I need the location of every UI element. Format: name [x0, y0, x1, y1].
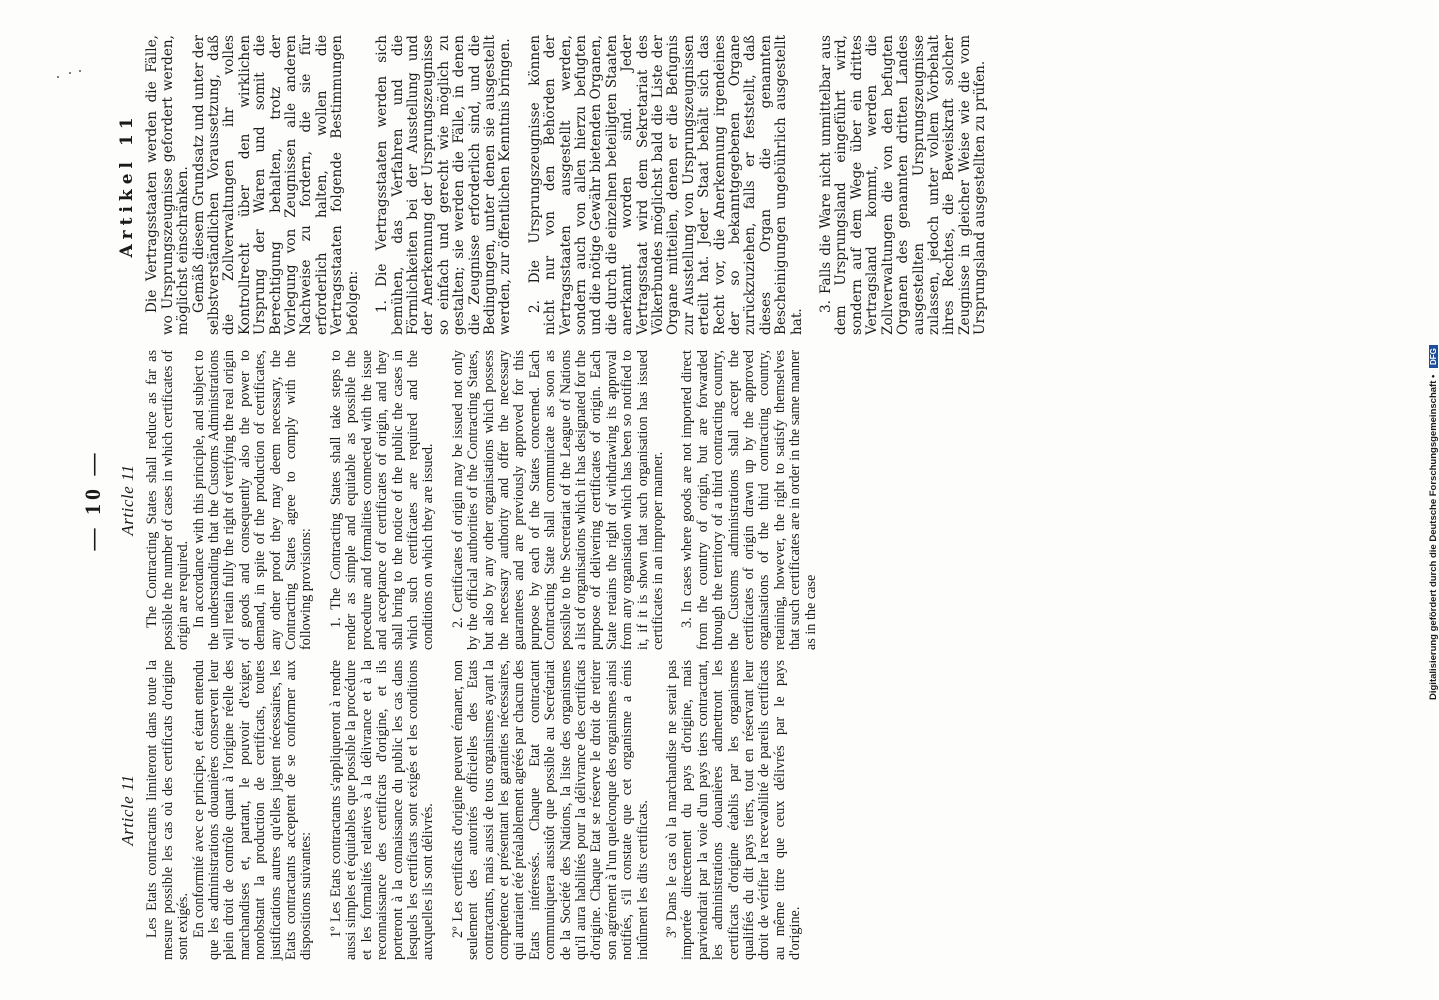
english-paragraph: The Contracting States shall reduce as far as possible the number of cases in which certificates of origin are required.: [144, 350, 192, 650]
german-paragraph: Gemäß diesem Grundsatz und unter der selbstverständlichen Voraussetzung, daß die Zollverwaltungen ihr volles Kontrollrecht über den wirklichen Ursprung der Waren und somit die Berechtigung behalten, trotz der Vorlegung von Zeugnissen alle anderen Nachweise zu fordern, die sie für erforderlich halten, wollen die Vertragsstaaten folgende Bestimmungen befolgen:: [190, 35, 361, 335]
page-number: — 10 —: [80, 449, 105, 551]
dfg-logo: DFG: [1429, 345, 1438, 368]
german-paragraph: 1. Die Vertragsstaaten werden sich bemühen, das Verfahren und die Förmlichkeiten bei der Ausstellung und der Anerkennung der Ursprungszeugnisse so einfach und gerecht wie möglich zu gestalten; sie werden die Fälle, in denen die Zeugnisse erforderlich sind, und die Bedingungen, unter denen sie ausgestellt werden, zur öffentlichen Kenntnis bringen.: [374, 35, 514, 335]
watermark-text-line: [1428, 10, 1439, 700]
english-paragraph: 3. In cases where goods are not imported direct from the country of origin, but are forwarded through the territory of a third contracting country, the Customs administrations shall accept the certificates of origin drawn up by the approved organisations of the third contracting country, retaining, however, the right to satisfy themselves that such certificates are in order in the same manner as in the case: [679, 350, 819, 650]
speck: [57, 76, 59, 78]
english-column: [120, 350, 819, 650]
french-paragraph: En conformité avec ce principe, et étant entendu que les administrations douanières conservent leur plein droit de contrôle quant à l'origine réelle des marchandises et, partant, le pouvoir d'exiger, nonobstant la production de certificats, toutes justifications autres qu'elles jugent nécessaires, les Etats contractants acceptent de se conformer aux dispositions suivantes:: [190, 660, 315, 960]
english-paragraph: 2. Certificates of origin may be issued not only by the official authorities of the Contracting States, but also by any other organisations which possess the necessary authority and offer the necessary guarantees and are previously approved for this purpose by each of the States concerned. Each Contracting State shall communicate as soon as possible to the Secretariat of the League of Nations a list of organisations which it has designated for the purpose of delivering certificates of origin. Each State retains the right of withdrawing its approval from any organisation which has been so notified to it, if it is shown that such organisation has issued certificates in an improper manner.: [449, 350, 666, 650]
french-column: [120, 660, 804, 960]
french-paragraph: 1º Les Etats contractants s'appliqueront à rendre aussi simples et équitables que possible la procédure et les formalités relatives à la délivrance et à la reconnaissance des certificats d'origine, et ils porteront à la connaissance du public les cas dans lesquels les certificats sont exigés et les conditions auxquelles ils sont délivrés.: [327, 660, 437, 960]
french-paragraph: 2º Les certificats d'origine peuvent émaner, non seulement des autorités officielles des Etats contractants, mais aussi de tous organismes ayant la compétence et présentant les garanties nécessaires, qui auraient été préalablement agréés par chacun des Etats intéressés. Chaque Etat contractant communiquera aussitôt que possible au Secrétariat de la Société des Nations, la liste des organismes qu'il aura habilités pour la délivrance des certificats d'origine. Chaque Etat se réserve le droit de retirer son agrément à l'un quelconque des organismes ainsi notifiés, s'il constate que cet organisme a émis indûment les dits certificats.: [449, 660, 651, 960]
german-paragraph: 3. Falls die Ware nicht unmittelbar aus dem Ursprungsland eingeführt wird, sondern auf dem Wege über ein drittes Vertragsland kommt, werden die Zollverwaltungen die von den befugten Organen des genannten dritten Landes ausgestellten Ursprungszeugnisse zulassen, jedoch unter vollem Vorbehalt ihres Rechtes, die Beweiskraft solcher Zeugnisse in gleicher Weise wie die vom Ursprungsland ausgestellten zu prüfen.: [818, 35, 989, 335]
french-article-heading: Article 11: [118, 774, 137, 846]
german-paragraph: Die Vertragsstaaten werden die Fälle, wo Ursprungszeugnisse gefordert werden, möglichst einschränken.: [144, 35, 192, 335]
speck: [69, 72, 71, 74]
english-paragraph: In accordance with this principle, and subject to the understanding that the Customs Administrations will retain fully the right of verifying the real origin of goods and consequently also the power to demand, in spite of the production of certificates, any other proof they may deem necessary, the Contracting States agree to comply with the following provisions:: [190, 350, 315, 650]
english-paragraph: 1. The Contracting States shall take steps to render as simple and equitable as possible the procedure and formalities connected with the issue and acceptance of certificates of origin, and they shall bring to the notice of the public the cases in which such certificates are required and the conditions on which they are issued.: [327, 350, 437, 650]
rotated-document-content: [80, 35, 1330, 960]
french-paragraph: Les Etats contractants limiteront dans toute la mesure possible les cas où des certificats d'origine sont exigés.: [144, 660, 192, 960]
watermark-text: Digitalisierung gefördert durch die Deutsche Forschungsgemeinschaft •: [1428, 374, 1439, 700]
english-article-heading: Article 11: [118, 464, 137, 536]
french-paragraph: 3º Dans le cas où la marchandise ne serait pas importée directement du pays d'origine, mais parviendrait par la voie d'un pays tiers contractant, les administrations douanières admettront les certificats d'origine établis par les organismes qualifiés du dit pays tiers, tout en réservant leur droit de vérifier la recevabilité de pareils certificats au même titre que ceux délivrés par le pays d'origine.: [664, 660, 804, 960]
dfg-watermark: [1414, 10, 1439, 700]
german-paragraph: 2. Die Ursprungszeugnisse können nicht nur von den Behörden der Vertragsstaaten ausgestellt werden, sondern auch von allen hierzu befugten und die nötige Gewähr bietenden Organen, die durch die einzelnen beteiligten Staaten anerkannt worden sind. Jeder Vertragsstaat wird dem Sekretariat des Völkerbundes möglichst bald die Liste der Organe mitteilen, denen er die Befugnis zur Ausstellung von Ursprungszeugnissen erteilt hat. Jeder Staat behält sich das Recht vor, die Anerkennung irgendeines der so bekanntgegebenen Organe zurückzuziehen, falls er feststellt, daß dieses Organ die genannten Bescheinigungen ungebührlich ausgestellt hat.: [526, 35, 805, 335]
german-column: [117, 35, 989, 335]
german-article-heading: Artikel 11: [117, 112, 137, 258]
